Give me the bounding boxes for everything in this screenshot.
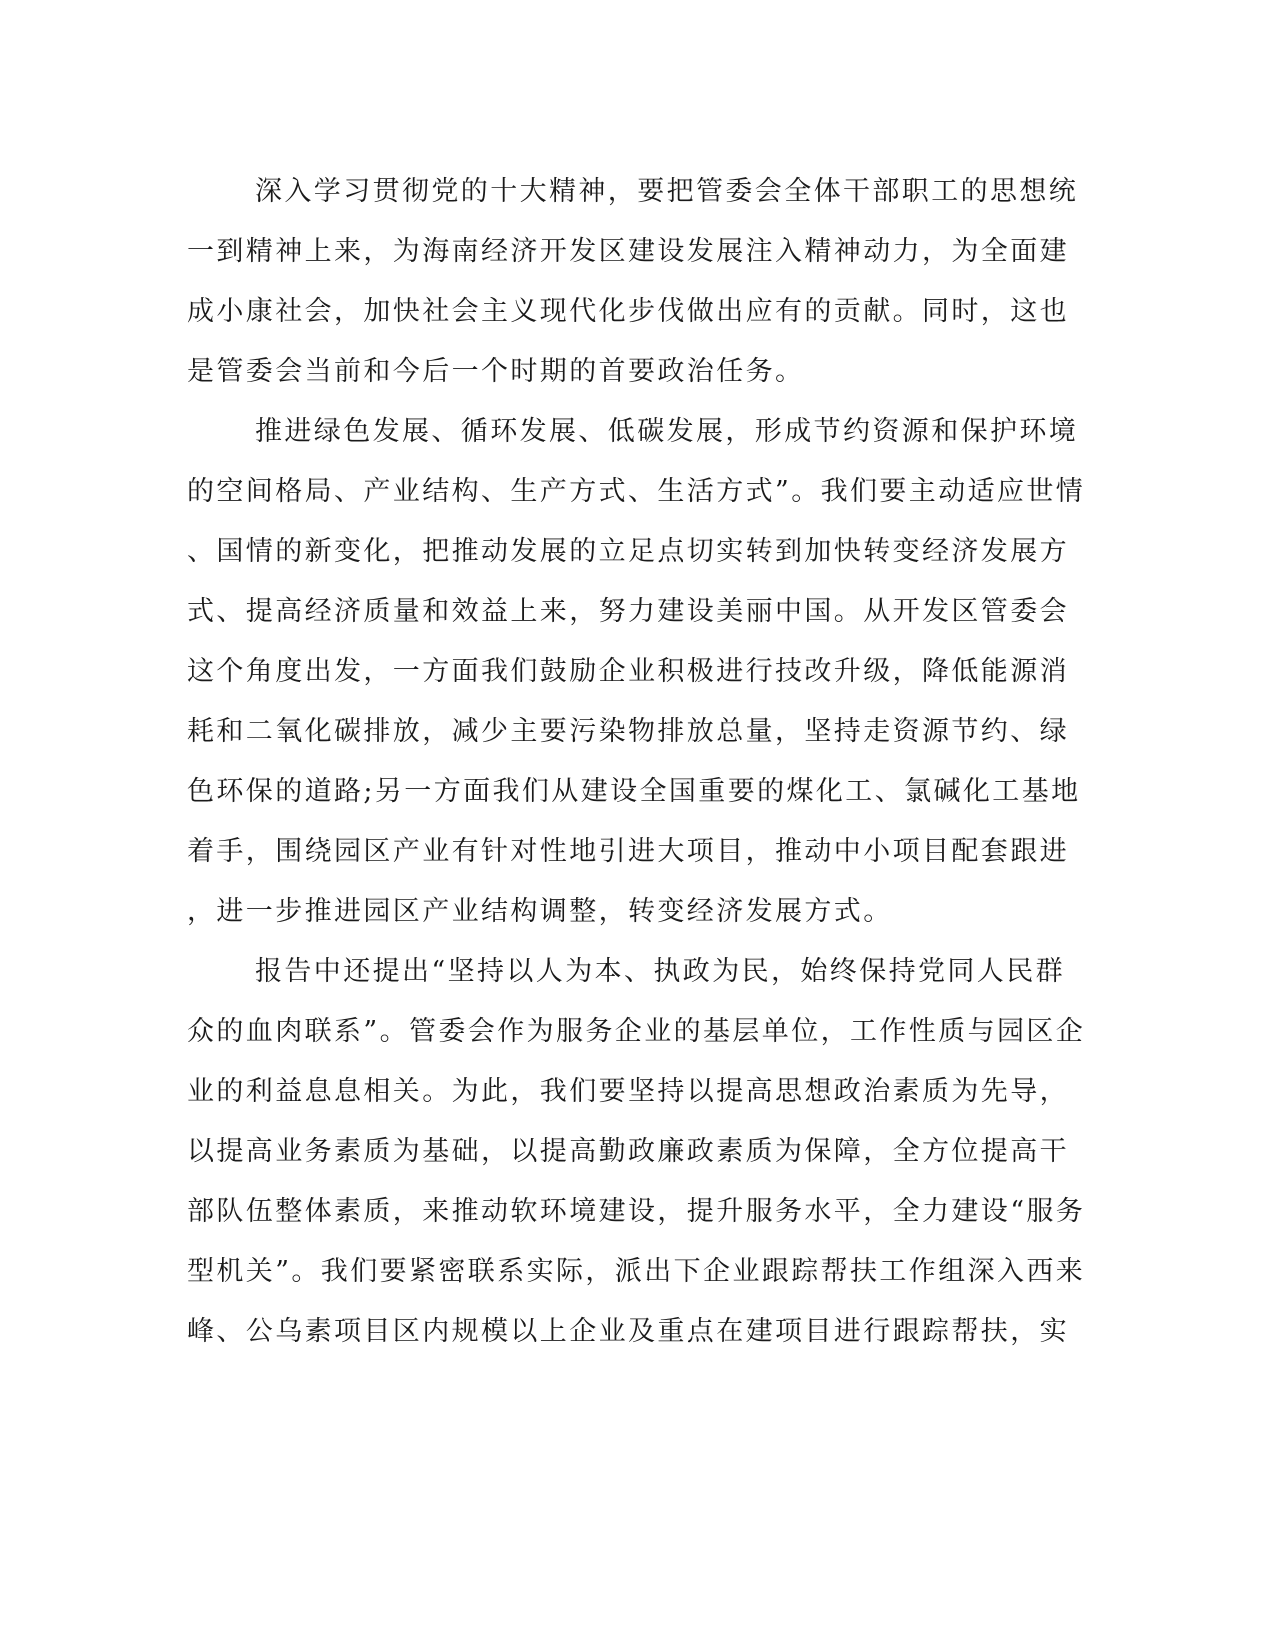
text-line: 耗和二氧化碳排放，减少主要污染物排放总量，坚持走资源节约、绿 — [187, 716, 1069, 747]
text-line: 推进绿色发展、循环发展、低碳发展，形成节约资源和保护环境 — [255, 416, 1079, 447]
text-line: 是管委会当前和今后一个时期的首要政治任务。 — [187, 356, 805, 387]
paragraph-2 — [187, 402, 1086, 942]
text-line: 业的利益息息相关。为此，我们要坚持以提高思想政治素质为先导， — [187, 1076, 1069, 1107]
text-line: 报告中还提出“坚持以人为本、执政为民，始终保持党同人民群 — [255, 956, 1066, 987]
paragraph-1 — [187, 162, 1079, 402]
text-line: 部队伍整体素质，来推动软环境建设，提升服务水平，全力建设“服务 — [187, 1196, 1086, 1227]
text-line: 的空间格局、产业结构、生产方式、生活方式”。我们要主动适应世情 — [187, 476, 1086, 507]
body-text — [187, 162, 1086, 1362]
text-line: 、国情的新变化，把推动发展的立足点切实转到加快转变经济发展方 — [187, 536, 1069, 567]
text-line: 众的血肉联系”。管委会作为服务企业的基层单位，工作性质与园区企 — [187, 1016, 1086, 1047]
paragraph-3 — [187, 942, 1086, 1362]
text-line: 式、提高经济质量和效益上来，努力建设美丽中国。从开发区管委会 — [187, 596, 1069, 627]
text-line: 以提高业务素质为基础，以提高勤政廉政素质为保障，全方位提高干 — [187, 1136, 1069, 1167]
text-line: 这个角度出发，一方面我们鼓励企业积极进行技改升级，降低能源消 — [187, 656, 1069, 687]
text-line: 色环保的道路;另一方面我们从建设全国重要的煤化工、氯碱化工基地 — [187, 776, 1081, 807]
text-line: 峰、公乌素项目区内规模以上企业及重点在建项目进行跟踪帮扶，实 — [187, 1316, 1069, 1347]
text-line: 深入学习贯彻党的十大精神，要把管委会全体干部职工的思想统 — [255, 176, 1079, 207]
text-line: 型机关”。我们要紧密联系实际，派出下企业跟踪帮扶工作组深入西来 — [187, 1256, 1086, 1287]
text-line: ，进一步推进园区产业结构调整，转变经济发展方式。 — [187, 896, 893, 927]
text-line: 一到精神上来，为海南经济开发区建设发展注入精神动力，为全面建 — [187, 236, 1069, 267]
text-line: 成小康社会，加快社会主义现代化步伐做出应有的贡献。同时，这也 — [187, 296, 1069, 327]
text-line: 着手，围绕园区产业有针对性地引进大项目，推动中小项目配套跟进 — [187, 836, 1069, 867]
